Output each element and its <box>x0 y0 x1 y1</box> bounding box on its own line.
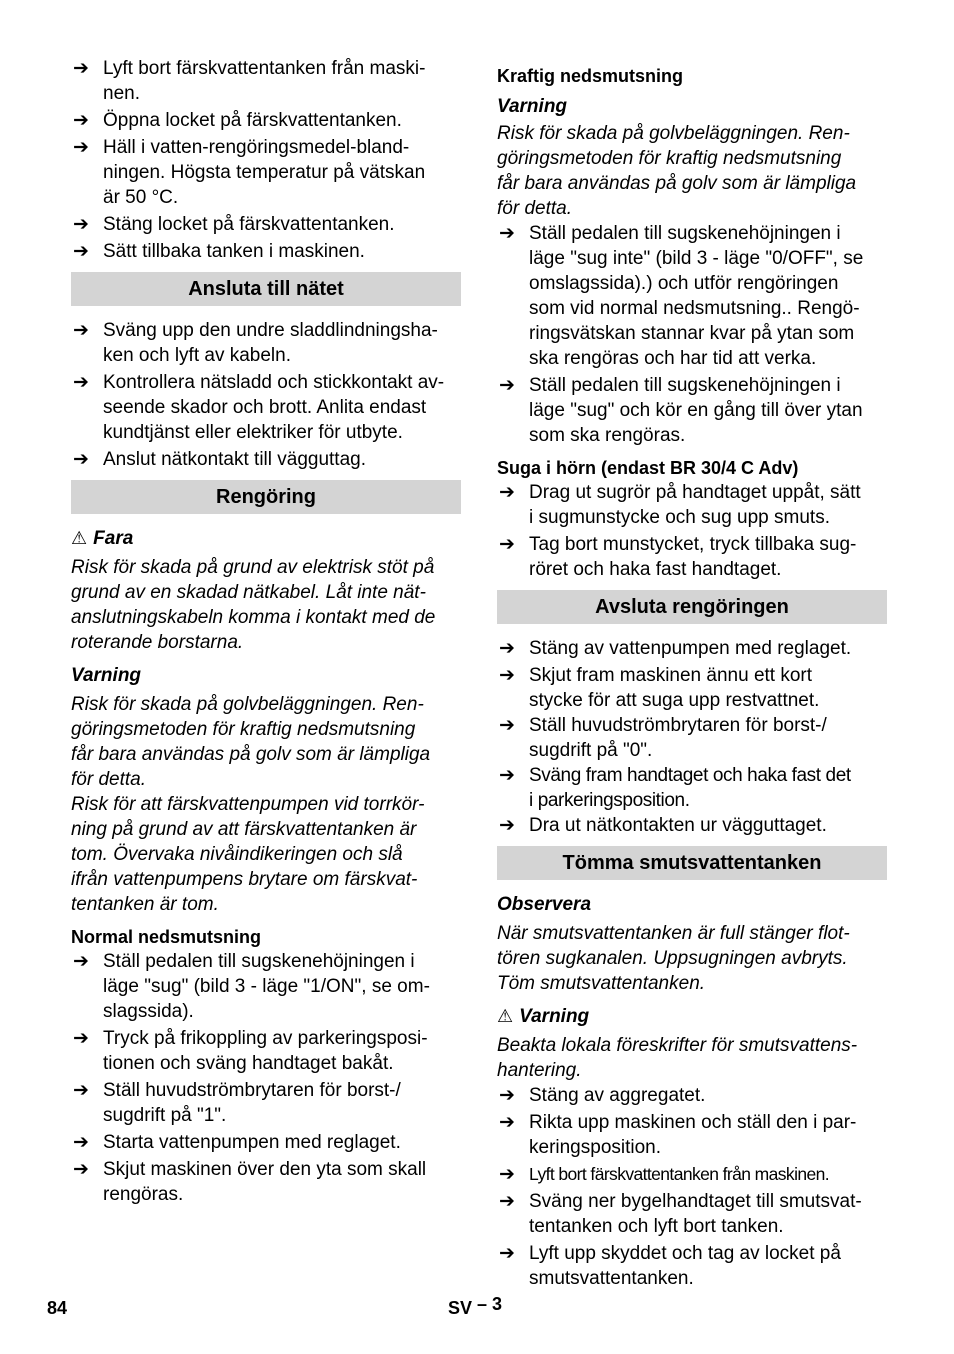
list-item-text: Ställ pedalen till sugskenehöjningen i läge "sug inte" (bild 3 - läge "0/OFF", se omslagssida).) och utför rengöringen som vid normal nedsmutsning.. Rengö- ringsvätskan stannar kvar på ytan som ska rengöras och har tid att verka. <box>529 223 864 369</box>
arrow-right-icon: ➔ <box>73 449 89 470</box>
warning2-label: Varning <box>519 1006 590 1027</box>
list-item-text: Stäng av aggregatet. <box>529 1085 706 1106</box>
list-item <box>497 713 887 763</box>
arrow-right-icon: ➔ <box>499 1164 515 1185</box>
list-item-text: Rikta upp maskinen och ställ den i par- keringsposition. <box>529 1112 857 1158</box>
arrow-right-icon: ➔ <box>499 375 515 396</box>
section-heading-rengoring: Rengöring <box>71 480 461 514</box>
list-item-text: Sväng ner bygelhandtaget till smutsvat- tentanken och lyft bort tanken. <box>529 1191 862 1237</box>
list-item-text: Tag bort munstycket, tryck tillbaka sug- röret och haka fast handtaget. <box>529 534 857 580</box>
list-item <box>497 1083 887 1108</box>
normal-nedsmutsning-heading: Normal nedsmutsning <box>71 927 262 947</box>
section-heading-ansluta: Ansluta till nätet <box>71 272 461 306</box>
list-item-text: Stäng av vattenpumpen med reglaget. <box>529 638 852 659</box>
list-item-text: Skjut fram maskinen ännu ett kort stycke för att suga upp restvattnet. <box>529 665 820 711</box>
list-item-text: Anslut nätkontakt till vägguttag. <box>103 449 366 470</box>
arrow-right-icon: ➔ <box>73 1132 89 1153</box>
language-code: SV <box>448 1298 473 1318</box>
arrow-right-icon: ➔ <box>73 137 89 158</box>
kraftig-nedsmutsning-heading: Kraftig nedsmutsning <box>497 66 684 86</box>
intro-list <box>71 56 461 264</box>
warning-heading: Varning <box>71 665 142 686</box>
warning-text: Risk för skada på golvbeläggningen. Ren- göringsmetoden för kraftig nedsmutsning får bara användas på golv som är lämpliga för detta. Risk för att färskvattenpumpen vid torrkör- ning på grund av att färskvattentanken är tom. Övervaka nivåindikeringen och slå ifrån vattenpumpens brytare om färskvat- tentanken är tom. <box>71 694 431 915</box>
list-item <box>71 370 461 445</box>
list-item <box>497 1162 887 1187</box>
list-item-text: Skjut maskinen över den yta som skall rengöras. <box>103 1159 427 1205</box>
list-item <box>497 636 887 661</box>
warning-triangle-icon: ⚠ <box>497 1006 514 1026</box>
arrow-right-icon: ➔ <box>73 241 89 262</box>
arrow-right-icon: ➔ <box>499 1112 515 1133</box>
list-item <box>71 212 461 237</box>
list-item <box>71 135 461 210</box>
list-item-text: Lyft bort färskvattentanken från maski- nen. <box>103 58 426 104</box>
corner-list <box>497 480 887 582</box>
list-item <box>71 1130 461 1155</box>
note-text: När smutsvattentanken är full stänger flot- tören sugkanalen. Uppsugningen avbryts. Töm smutsvattentanken. <box>497 923 850 994</box>
list-item-text: Ställ huvudströmbrytaren för borst-/ sugdrift på "1". <box>103 1080 401 1126</box>
arrow-right-icon: ➔ <box>499 223 515 244</box>
list-item-text: Tryck på frikoppling av parkeringsposi- tionen och sväng handtaget bakåt. <box>103 1028 428 1074</box>
tomma-list <box>497 1083 887 1291</box>
warning2-heading <box>497 1004 887 1029</box>
arrow-right-icon: ➔ <box>73 1159 89 1180</box>
arrow-right-icon: ➔ <box>73 110 89 131</box>
arrow-right-icon: ➔ <box>73 951 89 972</box>
list-item-text: Kontrollera nätsladd och stickkontakt av- seende skador och brott. Anlita endast kundtjänst eller elektriker för utbyte. <box>103 372 445 443</box>
list-item <box>497 763 887 813</box>
arrow-right-icon: ➔ <box>499 815 515 836</box>
list-item-text: Ställ pedalen till sugskenehöjningen i läge "sug" och kör en gång till över ytan som ska rengöras. <box>529 375 863 446</box>
list-item-text: Starta vattenpumpen med reglaget. <box>103 1132 401 1153</box>
list-item <box>71 239 461 264</box>
list-item <box>497 1110 887 1160</box>
list-item-text: Lyft upp skyddet och tag av locket på smutsvattentanken. <box>529 1243 841 1289</box>
arrow-right-icon: ➔ <box>499 715 515 736</box>
heavy-list <box>497 221 887 448</box>
arrow-right-icon: ➔ <box>499 1191 515 1212</box>
arrow-right-icon: ➔ <box>73 58 89 79</box>
list-item-text: Häll i vatten-rengöringsmedel-bland- ningen. Högsta temperatur på vätskan är 50 °C. <box>103 137 426 208</box>
section-heading-avsluta: Avsluta rengöringen <box>497 590 887 624</box>
list-item <box>497 813 887 838</box>
warning2-text: Beakta lokala föreskrifter för smutsvattens- hantering. <box>497 1035 858 1081</box>
arrow-right-icon: ➔ <box>73 214 89 235</box>
list-item <box>71 318 461 368</box>
arrow-right-icon: ➔ <box>499 1243 515 1264</box>
arrow-right-icon: ➔ <box>499 534 515 555</box>
list-item-text: Ställ pedalen till sugskenehöjningen i läge "sug" (bild 3 - läge "1/ON", se om- slagssida). <box>103 951 430 1022</box>
warning-triangle-icon: ⚠ <box>71 528 88 548</box>
footer-language <box>448 1294 503 1319</box>
ansluta-list <box>71 318 461 472</box>
normal-list <box>71 949 461 1207</box>
left-column <box>71 56 461 1207</box>
avsluta-list <box>497 636 887 838</box>
list-item <box>71 1157 461 1207</box>
arrow-right-icon: ➔ <box>499 482 515 503</box>
list-item-text: Ställ huvudströmbrytaren för borst-/ sugdrift på "0". <box>529 715 827 761</box>
heavy-warning-heading: Varning <box>497 96 568 117</box>
list-item <box>71 1078 461 1128</box>
list-item-text: Lyft bort färskvattentanken från maskinen. <box>529 1164 830 1184</box>
page-number: 84 <box>47 1298 68 1318</box>
arrow-right-icon: ➔ <box>73 1028 89 1049</box>
list-item-text: Sväng fram handtaget och haka fast det i parkeringsposition. <box>529 765 851 811</box>
danger-text: Risk för skada på grund av elektrisk stöt på grund av en skadad nätkabel. Låt inte nät- anslutningskabeln komma i kontakt med de roterande borstarna. <box>71 557 436 653</box>
list-item <box>497 1241 887 1291</box>
arrow-right-icon: ➔ <box>499 638 515 659</box>
list-item <box>71 108 461 133</box>
list-item <box>71 447 461 472</box>
list-item <box>497 221 887 371</box>
list-item-text: Sväng upp den undre sladdlindningsha- ken och lyft av kabeln. <box>103 320 438 366</box>
arrow-right-icon: ➔ <box>73 320 89 341</box>
arrow-right-icon: ➔ <box>499 765 515 786</box>
arrow-right-icon: ➔ <box>73 1080 89 1101</box>
arrow-right-icon: ➔ <box>499 665 515 686</box>
heavy-warning-text: Risk för skada på golvbeläggningen. Ren- göringsmetoden för kraftig nedsmutsning får bara användas på golv som är lämpliga för detta. <box>497 123 857 219</box>
list-item-text: Sätt tillbaka tanken i maskinen. <box>103 241 365 262</box>
list-item <box>497 532 887 582</box>
section-ref: – 3 <box>477 1294 503 1314</box>
list-item-text: Stäng locket på färskvattentanken. <box>103 214 395 235</box>
danger-heading <box>71 526 461 551</box>
list-item <box>497 1189 887 1239</box>
list-item <box>71 949 461 1024</box>
arrow-right-icon: ➔ <box>73 372 89 393</box>
arrow-right-icon: ➔ <box>499 1085 515 1106</box>
section-heading-tomma: Tömma smutsvattentanken <box>497 846 887 880</box>
list-item-text: Dra ut nätkontakten ur vägguttaget. <box>529 815 827 836</box>
list-item <box>497 480 887 530</box>
note-heading: Observera <box>497 894 592 915</box>
suga-i-horn-heading: Suga i hörn (endast BR 30/4 C Adv) <box>497 458 799 478</box>
list-item <box>497 373 887 448</box>
danger-label: Fara <box>93 528 134 549</box>
list-item-text: Öppna locket på färskvattentanken. <box>103 110 402 131</box>
list-item <box>71 1026 461 1076</box>
list-item <box>71 56 461 106</box>
right-column <box>497 56 887 1291</box>
list-item <box>497 663 887 713</box>
list-item-text: Drag ut sugrör på handtaget uppåt, sätt i sugmunstycke och sug upp smuts. <box>529 482 861 528</box>
